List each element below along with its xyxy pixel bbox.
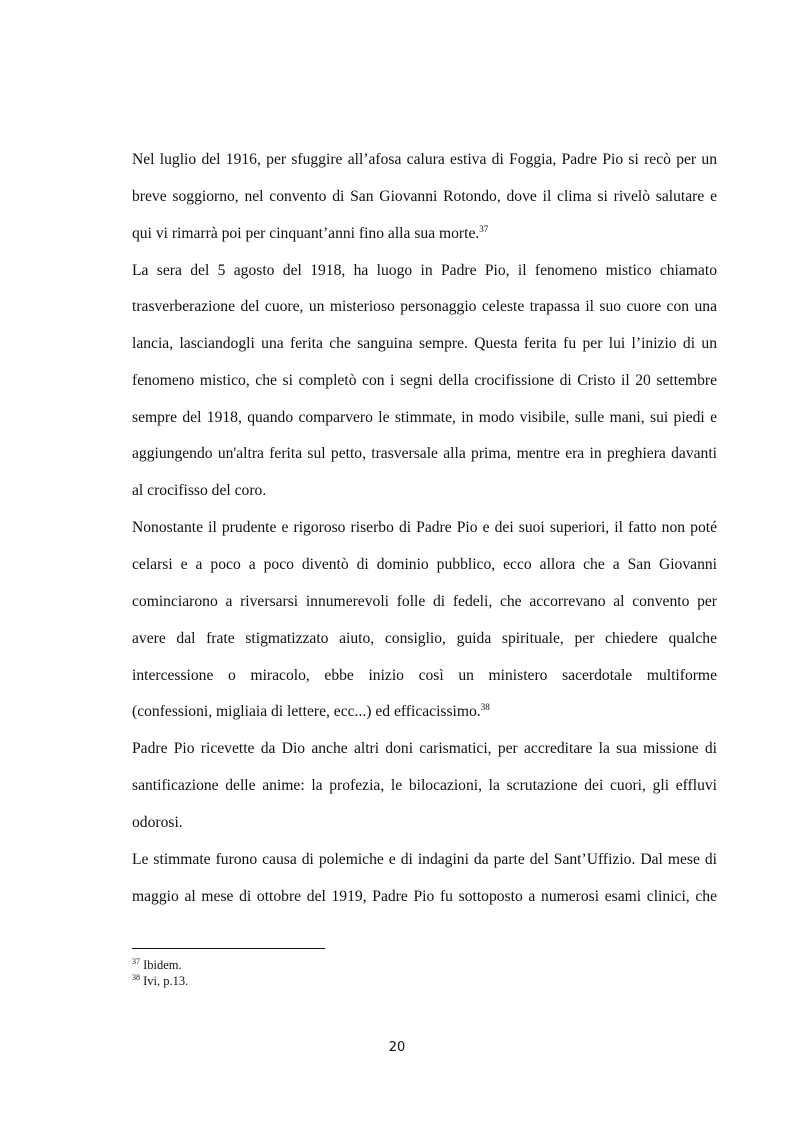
body-line: lancia, lasciandogli una ferita che sanguina sempre. Questa ferita fu per lui l’inizio di un: [132, 335, 717, 352]
footnote: [132, 958, 182, 973]
body-line: odorosi.: [132, 814, 183, 831]
footnote-ref: 37: [479, 224, 489, 234]
body-line: fenomeno mistico, che si completò con i segni della crocifissione di Cristo il 20 settembre: [132, 372, 717, 389]
body-line: celarsi e a poco a poco diventò di dominio pubblico, ecco allora che a San Giovanni: [132, 556, 717, 573]
footnote-number: 37: [132, 957, 140, 966]
body-line: maggio al mese di ottobre del 1919, Padre Pio fu sottoposto a numerosi esami clinici, che: [132, 888, 717, 905]
body-line: santificazione delle anime: la profezia, le bilocazioni, la scrutazione dei cuori, gli effluvi: [132, 777, 717, 794]
body-line: Nonostante il prudente e rigoroso riserbo di Padre Pio e dei suoi superiori, il fatto non poté: [132, 519, 717, 536]
body-line: trasverberazione del cuore, un misterioso personaggio celeste trapassa il suo cuore con una: [132, 298, 717, 315]
footnote: [132, 974, 188, 989]
body-line: breve soggiorno, nel convento di San Giovanni Rotondo, dove il clima si rivelò salutare e: [132, 188, 717, 205]
body-line: intercessione o miracolo, ebbe inizio così un ministero sacerdotale multiforme: [132, 667, 717, 684]
page-number: 20: [388, 1040, 406, 1055]
body-line: cominciarono a riversarsi innumerevoli folle di fedeli, che accorrevano al convento per: [132, 593, 717, 610]
body-line: La sera del 5 agosto del 1918, ha luogo in Padre Pio, il fenomeno mistico chiamato: [132, 262, 717, 279]
body-line: Le stimmate furono causa di polemiche e di indagini da parte del Sant’Uffizio. Dal mese di: [132, 851, 717, 868]
body-line: Padre Pio ricevette da Dio anche altri doni carismatici, per accreditare la sua missione di: [132, 740, 717, 757]
body-line: aggiungendo un'altra ferita sul petto, trasversale alla prima, mentre era in preghiera davanti: [132, 445, 717, 462]
footnote-separator: [132, 948, 325, 949]
body-line: sempre del 1918, quando comparvero le stimmate, in modo visibile, sulle mani, sui piedi e: [132, 409, 717, 426]
body-line: qui vi rimarrà poi per cinquant’anni fino alla sua morte.$^{37}$: [132, 224, 489, 242]
footnote-ref: 38: [480, 702, 490, 712]
footnote-text: Ibidem.: [140, 958, 182, 972]
body-line: avere dal frate stigmatizzato aiuto, consiglio, guida spirituale, per chiedere qualche: [132, 630, 717, 647]
footnote-text: Ivi, p.13.: [140, 974, 189, 988]
body-line: al crocifisso del coro.: [132, 482, 267, 499]
body-line: Nel luglio del 1916, per sfuggire all’afosa calura estiva di Foggia, Padre Pio si recò per un: [132, 151, 717, 168]
body-line: (confessioni, migliaia di lettere, ecc...) ed efficacissimo.$^{38}$: [132, 702, 490, 720]
footnote-number: 38: [132, 973, 140, 982]
